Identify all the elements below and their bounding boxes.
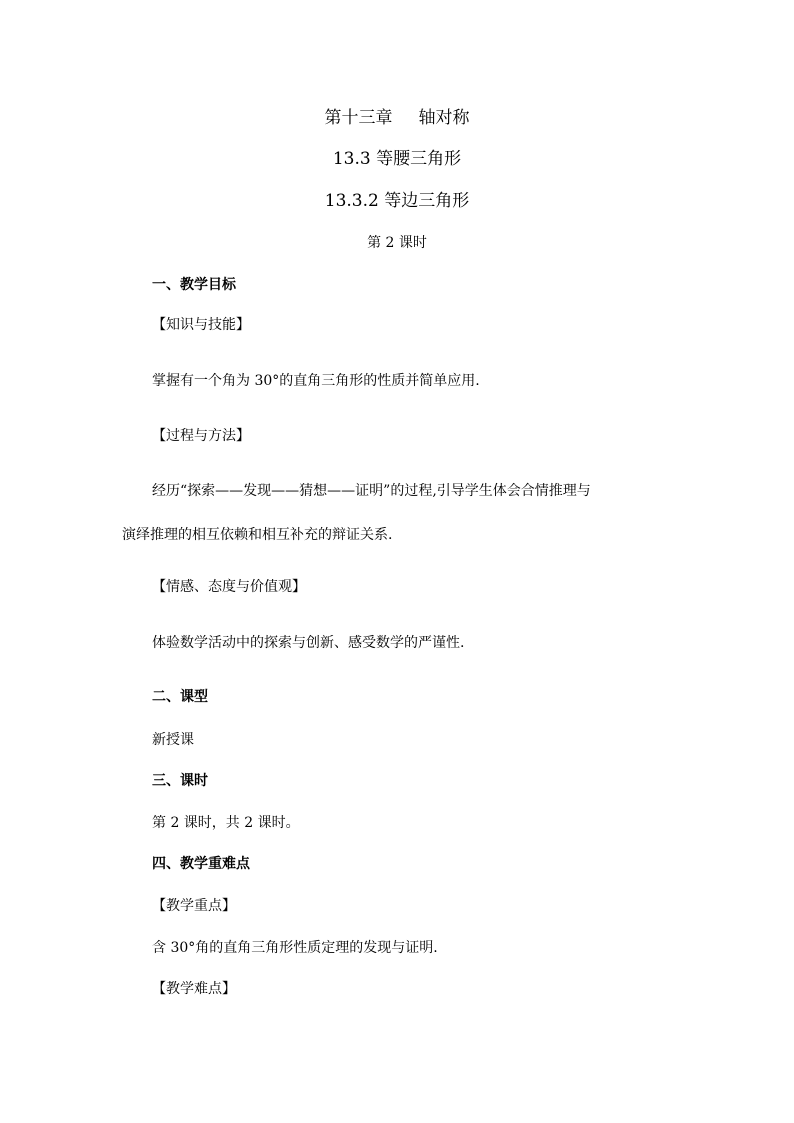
process-text-line-2: 演绎推理的相互依赖和相互补充的辩证关系. (122, 527, 393, 543)
focus-text: 含 30°角的直角三角形性质定理的发现与证明. (152, 940, 438, 956)
knowledge-text: 掌握有一个角为 30°的直角三角形的性质并简单应用. (152, 373, 480, 389)
lesson-hours-heading: 三、课时 (152, 773, 208, 789)
lesson-type-heading: 二、课型 (152, 689, 208, 705)
section-title: 13.3 等腰三角形 (332, 149, 462, 169)
knowledge-label: 【知识与技能】 (152, 317, 250, 333)
chapter-heading (0, 110, 794, 127)
key-points-heading: 四、教学重难点 (152, 856, 250, 872)
lesson-hours-text: 第 2 课时，共 2 课时。 (152, 815, 300, 831)
chapter-number: 第十三章 (324, 108, 393, 128)
difficulty-label: 【教学难点】 (152, 981, 236, 997)
objectives-heading: 一、教学目标 (152, 277, 236, 293)
chapter-title: 轴对称 (418, 108, 470, 128)
process-label: 【过程与方法】 (152, 428, 250, 444)
lesson-number: 第 2 课时 (367, 235, 427, 251)
focus-label: 【教学重点】 (152, 898, 236, 914)
emotion-text: 体验数学活动中的探索与创新、感受数学的严谨性. (152, 635, 465, 651)
subsection-title: 13.3.2 等边三角形 (324, 191, 470, 211)
process-text-line-1: 经历“探索——发现——猜想——证明”的过程,引导学生体会合情推理与 (152, 483, 591, 499)
lesson-type-text: 新授课 (152, 732, 194, 748)
emotion-label: 【情感、态度与价值观】 (152, 579, 306, 595)
